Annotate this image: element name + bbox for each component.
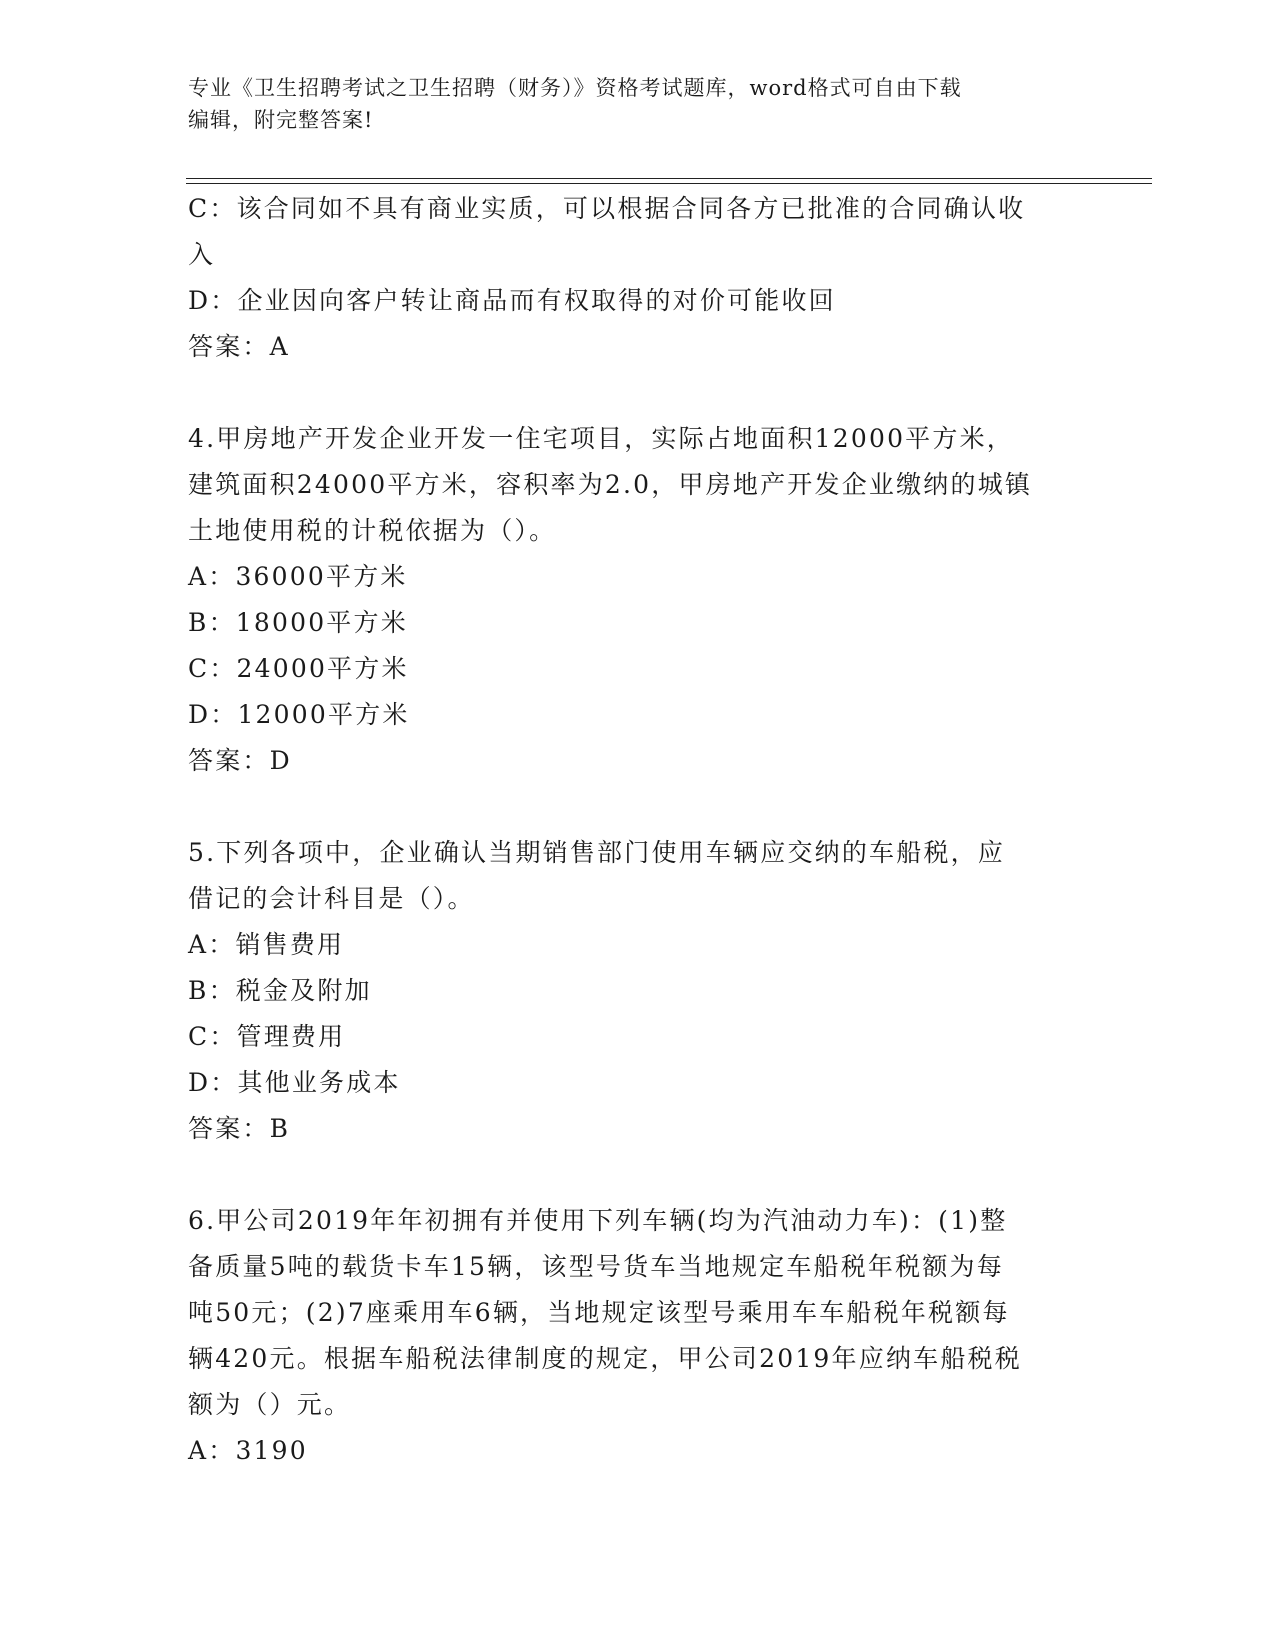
q5-option-d: D：其他业务成本 [188,1068,401,1097]
header-divider-bottom [186,183,1152,184]
header-divider-top [186,178,1152,179]
q5-option-b: B：税金及附加 [188,976,372,1005]
q3-option-c-line-2: 入 [188,240,216,269]
q4-option-b: B：18000平方米 [188,608,408,637]
document-header [188,72,1088,136]
q4-option-d: D：12000平方米 [188,700,410,729]
q3-answer: 答案：A [188,332,290,361]
header-line-1: 专业《卫生招聘考试之卫生招聘（财务）》资格考试题库，word格式可自由下载 [188,76,962,100]
q6-stem-line-5: 额为（）元。 [188,1390,352,1419]
q3-option-c-line-1: C：该合同如不具有商业实质，可以根据合同各方已批准的合同确认收 [188,194,1026,223]
spacer [188,1152,1088,1198]
q4-answer: 答案：D [188,746,292,775]
spacer [188,370,1088,416]
q5-answer: 答案：B [188,1114,291,1143]
q6-stem-line-4: 辆420元。根据车船税法律制度的规定，甲公司2019年应纳车船税税 [188,1344,1022,1373]
q5-option-a: A：销售费用 [188,930,345,959]
q3-option-d: D：企业因向客户转让商品而有权取得的对价可能收回 [188,286,836,315]
q5-stem-line-2: 借记的会计科目是（）。 [188,884,475,913]
q4-stem-line-3: 土地使用税的计税依据为（）。 [188,516,557,545]
question-content [188,186,1088,1474]
header-line-2: 编辑，附完整答案! [188,108,374,132]
spacer [188,784,1088,830]
q4-stem-line-2: 建筑面积24000平方米，容积率为2.0，甲房地产开发企业缴纳的城镇 [188,470,1033,499]
q5-stem-line-1: 5.下列各项中，企业确认当期销售部门使用车辆应交纳的车船税，应 [188,838,1006,867]
q6-option-a: A：3190 [188,1436,308,1465]
q4-option-a: A：36000平方米 [188,562,408,591]
q6-stem-line-1: 6.甲公司2019年年初拥有并使用下列车辆(均为汽油动力车)：(1)整 [188,1206,1008,1235]
q6-stem-line-2: 备质量5吨的载货卡车15辆，该型号货车当地规定车船税年税额为每 [188,1252,1004,1281]
q6-stem-line-3: 吨50元；(2)7座乘用车6辆，当地规定该型号乘用车车船税年税额每 [188,1298,1010,1327]
q4-stem-line-1: 4.甲房地产开发企业开发一住宅项目，实际占地面积12000平方米， [188,424,1014,453]
q4-option-c: C：24000平方米 [188,654,409,683]
q5-option-c: C：管理费用 [188,1022,346,1051]
